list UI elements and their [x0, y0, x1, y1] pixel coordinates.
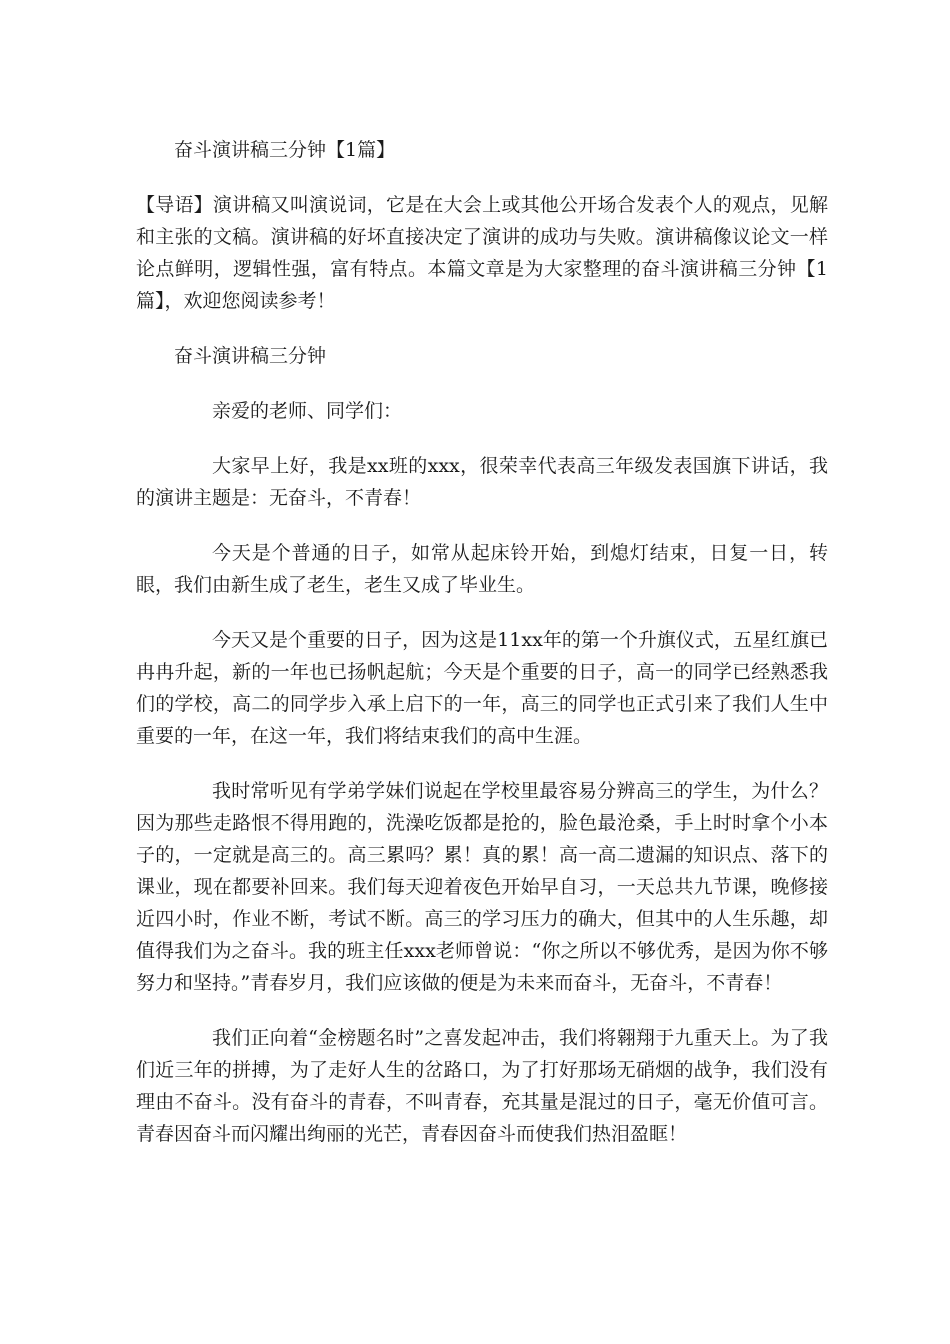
body-paragraph-1: 大家早上好，我是xx班的xxx，很荣幸代表高三年级发表国旗下讲话，我的演讲主题是：无奋斗，不青春！ [136, 455, 828, 509]
body-paragraph-4: 我时常听见有学弟学妹们说起在学校里最容易分辨高三的学生，为什么？因为那些走路恨不得用跑的，洗澡吃饭都是抢的，脸色最沧桑，手上时时拿个小本子的，一定就是高三的。高三累吗？累！真的累！高一高二遗漏的知识点、落下的课业，现在都要补回来。我们每天迎着夜色开始早自习，一天总共九节课，晚修接近四小时，作业不断，考试不断。高三的学习压力的确大，但其中的人生乐趣，却值得我们为之奋斗。我的班主任xxx老师曾说：“你之所以不够优秀，是因为你不够努力和坚持。”青春岁月，我们应该做的便是为未来而奋斗，无奋斗，不青春！ [136, 780, 828, 994]
speech-title: 奋斗演讲稿三分钟 [174, 345, 327, 367]
document-page [136, 134, 828, 1150]
body-paragraph-2: 今天是个普通的日子，如常从起床铃开始，到熄灯结束，日复一日，转眼，我们由新生成了老生，老生又成了毕业生。 [136, 542, 828, 596]
body-paragraph-3: 今天又是个重要的日子，因为这是11xx年的第一个升旗仪式，五星红旗已冉冉升起，新的一年也已扬帆起航；今天是个重要的日子，高一的同学已经熟悉我们的学校，高二的同学步入承上启下的一年，高三的同学也正式引来了我们人生中重要的一年，在这一年，我们将结束我们的高中生涯。 [136, 629, 828, 747]
document-title: 奋斗演讲稿三分钟【1篇】 [174, 139, 396, 161]
greeting: 亲爱的老师、同学们： [212, 400, 403, 422]
intro-paragraph: 【导语】演讲稿又叫演说词，它是在大会上或其他公开场合发表个人的观点，见解和主张的文稿。演讲稿的好坏直接决定了演讲的成功与失败。演讲稿像议论文一样论点鲜明，逻辑性强，富有特点。本篇文章是为大家整理的奋斗演讲稿三分钟【1篇】，欢迎您阅读参考！ [136, 194, 828, 312]
body-paragraph-5: 我们正向着“金榜题名时”之喜发起冲击，我们将翱翔于九重天上。为了我们近三年的拼搏，为了走好人生的岔路口，为了打好那场无硝烟的战争，我们没有理由不奋斗。没有奋斗的青春，不叫青春，充其量是混过的日子，毫无价值可言。青春因奋斗而闪耀出绚丽的光芒，青春因奋斗而使我们热泪盈眶！ [136, 1027, 828, 1145]
